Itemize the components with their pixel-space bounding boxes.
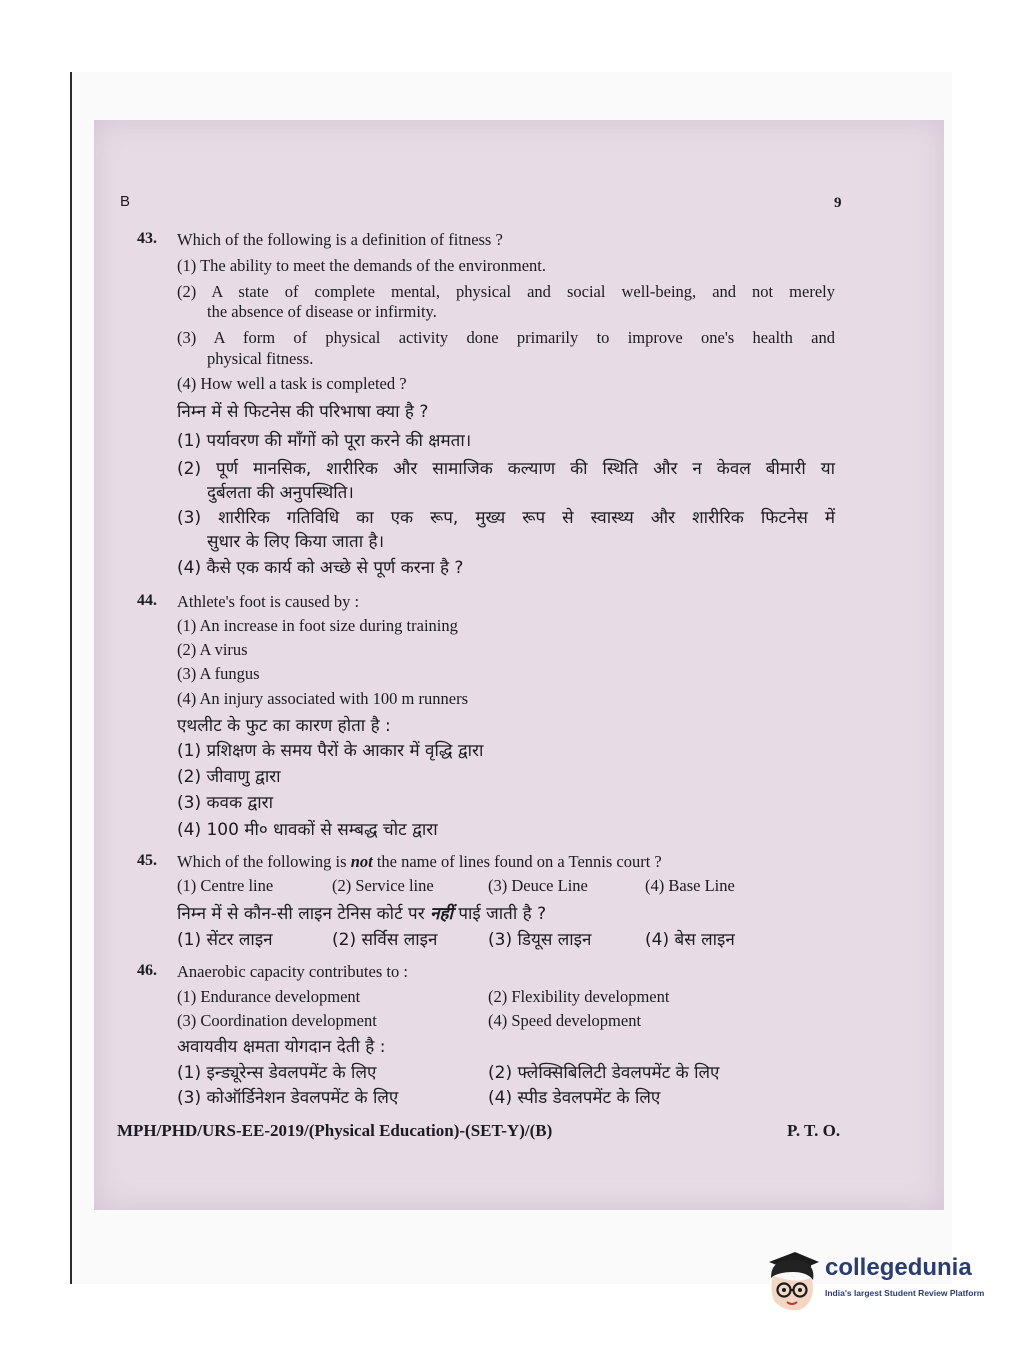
q45-hindi-option-3: (3) डियूस लाइन (488, 930, 592, 950)
q44-option-2: (2) A virus (177, 640, 248, 659)
paper-code: MPH/PHD/URS-EE-2019/(Physical Education)-(SET-Y)/(B) (117, 1121, 553, 1140)
question-43-text: Which of the following is a definition of fitness ? (177, 230, 503, 249)
q45-option-4: (4) Base Line (645, 876, 735, 895)
q45-hindi-option-1: (1) सेंटर लाइन (177, 930, 273, 950)
question-46-text: Anaerobic capacity contributes to : (177, 962, 408, 981)
question-45-number: 45. (137, 852, 157, 869)
q44-option-1: (1) An increase in foot size during training (177, 616, 458, 635)
q44-hindi-option-4: (4) 100 मी० धावकों से सम्बद्ध चोट द्वारा (177, 820, 438, 840)
q44-option-3: (3) A fungus (177, 664, 260, 683)
question-44-number: 44. (137, 592, 157, 609)
q43-hindi-option-3-line-2: सुधार के लिए किया जाता है। (207, 532, 385, 552)
q46-hindi-option-3: (3) कोऑर्डिनेशन डेवलपमेंट के लिए (177, 1088, 399, 1108)
question-46-number: 46. (137, 962, 157, 979)
q45-hindi-question: निम्न में से कौन-सी लाइन टेनिस कोर्ट पर नहीं पाई जाती है ? (177, 904, 547, 924)
q43-option-1: (1) The ability to meet the demands of the environment. (177, 256, 547, 275)
question-43-number: 43. (137, 230, 157, 247)
collegedunia-watermark (765, 1250, 995, 1320)
q43-option-2-line-2: the absence of disease or infirmity. (207, 302, 437, 321)
q46-hindi-option-2: (2) फ्लेक्सिबिलिटी डेवलपमेंट के लिए (488, 1063, 720, 1083)
question-45-text: Which of the following is not the name of lines found on a Tennis court ? (177, 852, 662, 871)
q44-hindi-option-1: (1) प्रशिक्षण के समय पैरों के आकार में वृद्धि द्वारा (177, 741, 484, 761)
brand-name: collegedunia (825, 1254, 972, 1281)
q46-hindi-option-1: (1) इन्ड्यूरेन्स डेवलपमेंट के लिए (177, 1063, 377, 1083)
question-44-text: Athlete's foot is caused by : (177, 592, 360, 611)
set-letter: B (120, 193, 131, 210)
q45-option-3: (3) Deuce Line (488, 876, 588, 895)
q46-option-2: (2) Flexibility development (488, 987, 670, 1006)
q44-hindi-option-2: (2) जीवाणु द्वारा (177, 767, 281, 787)
q45-hindi-emphasis: नहीं (430, 904, 453, 924)
q43-option-2-line-1: (2) A state of complete mental, physical and social well-being, and not merely (177, 282, 835, 301)
q46-hindi-option-4: (4) स्पीड डेवलपमेंट के लिए (488, 1088, 661, 1108)
q43-option-3-line-1: (3) A form of physical activity done primarily to improve one's health and (177, 328, 835, 347)
q43-option-3-line-2: physical fitness. (207, 349, 314, 368)
question-45-emphasis: not (350, 852, 373, 871)
brand-tagline: India's largest Student Review Platform (825, 1288, 985, 1298)
q43-option-4: (4) How well a task is completed ? (177, 374, 407, 393)
q46-option-3: (3) Coordination development (177, 1011, 377, 1030)
q44-option-4: (4) An injury associated with 100 m runners (177, 689, 468, 708)
q45-option-1: (1) Centre line (177, 876, 274, 895)
q43-hindi-option-2-line-1: (2) पूर्ण मानसिक, शारीरिक और सामाजिक कल्याण की स्थिति और न केवल बीमारी या (177, 459, 835, 479)
q44-hindi-option-3: (3) कवक द्वारा (177, 793, 273, 813)
q45-hindi-option-4: (4) बेस लाइन (645, 930, 735, 950)
q44-hindi-question: एथलीट के फुट का कारण होता है : (177, 716, 391, 736)
q43-hindi-option-1: (1) पर्यावरण की माँगों को पूरा करने की क्षमता। (177, 431, 472, 451)
q43-hindi-option-2-line-2: दुर्बलता की अनुपस्थिति। (207, 483, 354, 503)
q43-hindi-option-4: (4) कैसे एक कार्य को अच्छे से पूर्ण करना है ? (177, 558, 464, 578)
q46-hindi-question: अवायवीय क्षमता योगदान देती है : (177, 1037, 386, 1057)
page-number: 9 (834, 195, 842, 211)
q43-hindi-option-3-line-1: (3) शारीरिक गतिविधि का एक रूप, मुख्य रूप से स्वास्थ्य और शारीरिक फिटनेस में (177, 508, 835, 528)
q46-option-4: (4) Speed development (488, 1011, 642, 1030)
q46-option-1: (1) Endurance development (177, 987, 361, 1006)
please-turn-over: P. T. O. (787, 1121, 841, 1140)
graduate-mascot-icon (765, 1250, 821, 1316)
q43-hindi-question: निम्न में से फिटनेस की परिभाषा क्या है ? (177, 402, 429, 422)
q45-option-2: (2) Service line (332, 876, 434, 895)
q45-hindi-option-2: (2) सर्विस लाइन (332, 930, 438, 950)
